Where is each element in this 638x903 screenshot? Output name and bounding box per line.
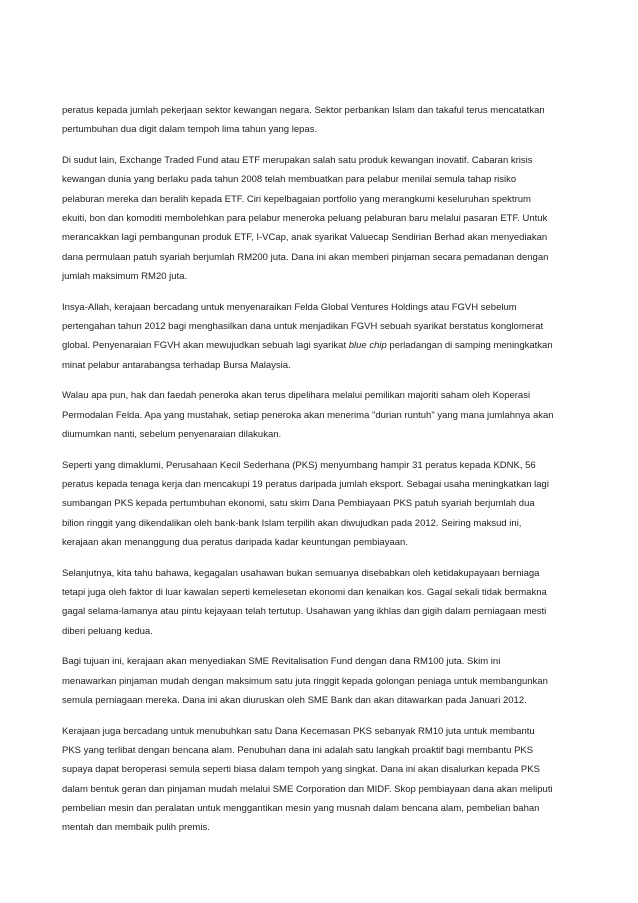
paragraph-1 [62, 101, 584, 140]
text-line: sumbangan PKS kepada pertumbuhan ekonomi, satu skim Dana Pembiayaan PKS patuh syariah berjumlah dua [62, 498, 535, 510]
text-line: pelaburan mereka dan beralih kepada ETF. Ciri kepelbagaian portfolio yang merangkumi keseluruhan spektrum [62, 193, 531, 205]
text-line: Seperti yang dimaklumi, Perusahaan Kecil Sederhana (PKS) menyumbang hampir 31 peratus kepada KDNK, 56 [62, 459, 536, 471]
text-line: kerajaan akan menanggung dua peratus daripada kadar keuntungan pembiayaan. [62, 536, 408, 548]
text-line: Permodalan Felda. Apa yang mustahak, setiap peneroka akan menerima "durian runtuh" yang mana jumlahnya akan [62, 409, 554, 421]
text-line: peratus kepada jumlah pekerjaan sektor kewangan negara. Sektor perbankan Islam dan takaful terus mencatatkan [62, 105, 545, 116]
text-line: dalam bentuk geran dan pinjaman mudah melalui SME Corporation dan MIDF. Skop pembiayaan dana akan meliputi [62, 783, 553, 795]
text-line: minat pelabur antarabangsa terhadap Bursa Malaysia. [62, 359, 291, 371]
text-segment: perladangan di samping meningkatkan [386, 340, 553, 352]
paragraph-4 [62, 386, 584, 444]
paragraph-5 [62, 456, 584, 552]
text-line: jumlah maksimum RM20 juta. [62, 270, 188, 282]
text-line: dana permulaan patuh syariah berjumlah RM200 juta. Dana ini akan memberi pinjaman secara pemadanan dengan [62, 251, 549, 263]
document-body [62, 101, 584, 849]
text-line: Bagi tujuan ini, kerajaan akan menyediakan SME Revitalisation Fund dengan dana RM100 juta. Skim ini [62, 656, 501, 668]
text-line: menawarkan pinjaman mudah dengan maksimum satu juta ringgit kepada golongan peniaga untuk membangunkan [62, 675, 548, 687]
text-line: ekuiti, bon dan komoditi membolehkan para pelabur meneroka peluang pelaburan baru melalui pasaran ETF. Untuk [62, 212, 548, 224]
text-line: pertumbuhan dua digit dalam tempoh lima tahun yang lepas. [62, 124, 318, 136]
text-line: PKS yang terlibat dengan bencana alam. Penubuhan dana ini adalah satu langkah proaktif bagi membantu PKS [62, 745, 534, 757]
text-line: diumumkan nanti, sebelum penyenaraian dilakukan. [62, 428, 282, 440]
text-line: merancakkan lagi pembangunan produk ETF, I-VCap, anak syarikat Valuecap Sendirian Berhad akan menyediakan [62, 232, 548, 244]
text-line: diberi peluang kedua. [62, 625, 153, 637]
text-line: gagal selama-lamanya atau pintu kejayaan telah tertutup. Usahawan yang ikhlas dan gigih dalam perniagaan mesti [62, 606, 547, 618]
text-line: supaya dapat beroperasi semula seperti biasa dalam tempoh yang singkat. Dana ini akan disalurkan kepada PKS [62, 764, 540, 776]
paragraph-6 [62, 564, 584, 641]
text-line: pembelian mesin dan peralatan untuk menggantikan mesin yang musnah dalam bencana alam, pembelian bahan [62, 803, 540, 814]
text-segment: global. Penyenaraian FGVH akan mewujudkan sebuah lagi syarikat [62, 340, 349, 352]
text-line: semula perniagaan mereka. Dana ini akan diuruskan oleh SME Bank dan akan ditawarkan pada Januari 2012. [62, 695, 527, 707]
paragraph-3 [62, 298, 584, 375]
text-line: tetapi juga oleh faktor di luar kawalan seperti kemelesetan ekonomi dan kenaikan kos. Gagal sekali tidak bermakna [62, 587, 547, 599]
text-line: bilion ringgit yang dikendalikan oleh bank-bank Islam terpilih akan diwujudkan pada 2012. Seiring maksud ini, [62, 517, 522, 529]
paragraph-8 [62, 722, 584, 838]
text-line: pertengahan tahun 2012 bagi menghasilkan dana untuk menjadikan FGVH sebuah syarikat berstatus konglomerat [62, 320, 544, 332]
text-line: Di sudut lain, Exchange Traded Fund atau ETF merupakan salah satu produk kewangan inovatif. Cabaran krisis [62, 155, 533, 167]
text-line-with-italic [62, 340, 553, 351]
text-line: mentah dan membaik pulih premis. [62, 822, 210, 834]
paragraph-2 [62, 151, 584, 286]
text-line: Insya-Allah, kerajaan bercadang untuk menyenaraikan Felda Global Ventures Holdings atau FGVH sebelum [62, 301, 517, 313]
text-line: kewangan dunia yang berlaku pada tahun 2008 telah membuatkan para pelabur menilai semula tahap risiko [62, 174, 517, 186]
italic-phrase: blue chip [348, 340, 387, 352]
paragraph-7 [62, 652, 584, 710]
text-line: Kerajaan juga bercadang untuk menubuhkan satu Dana Kecemasan PKS sebanyak RM10 juta untuk membantu [62, 725, 535, 737]
text-line: peratus kepada tenaga kerja dan mencakupi 19 peratus daripada jumlah eksport. Sebagai usaha meningkatkan lagi [62, 479, 549, 491]
text-line: Walau apa pun, hak dan faedah peneroka akan terus dipelihara melalui pemilikan majoriti saham oleh Koperasi [62, 390, 531, 402]
text-line: Selanjutnya, kita tahu bahawa, kegagalan usahawan bukan semuanya disebabkan oleh ketidakupayaan berniaga [62, 567, 540, 579]
